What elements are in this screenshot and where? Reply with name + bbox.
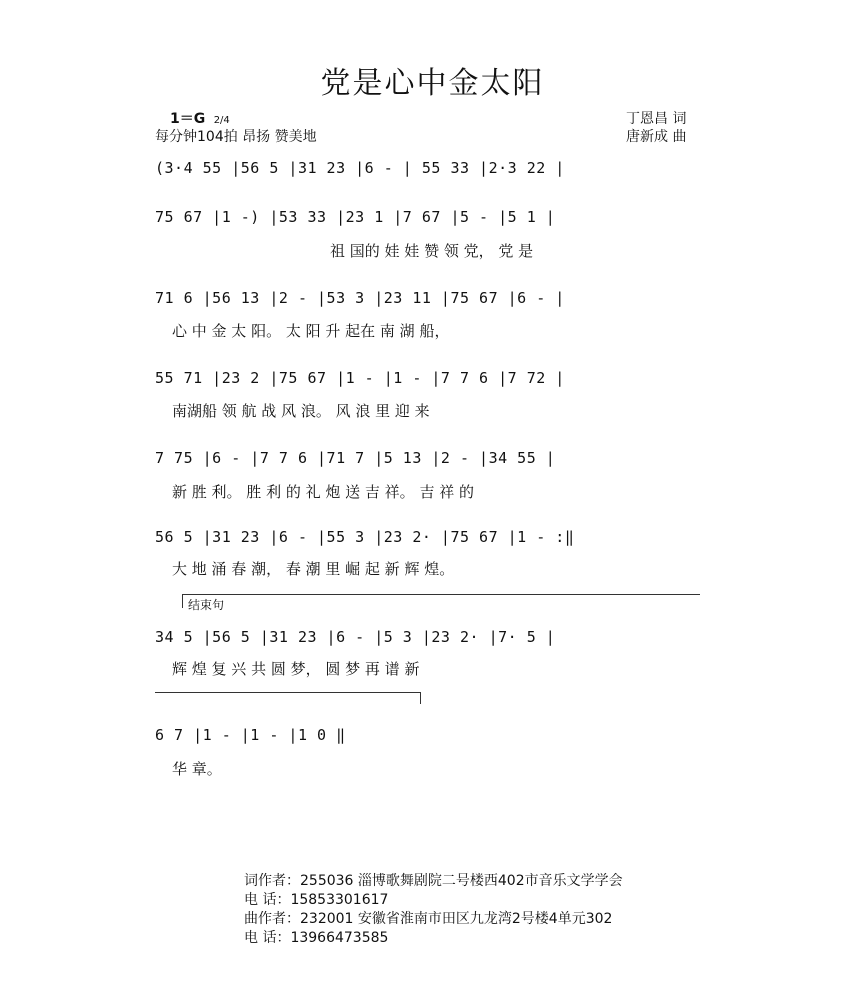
composer-phone: 电 话：13966473585 [244,930,389,946]
tempo-marking: 每分钟104拍 昂扬 赞美地 [155,129,317,145]
jianpu-notes: 7 75 |6 - |7 7 6 |71 7 |5 13 |2 - |34 55 | [155,449,556,467]
lyrics-line-2: 祖 国的 娃 娃 赞 领 党， 党 是 [330,242,534,260]
lyricist-address: 词作者：255036 淄博歌舞剧院二号楼西402市音乐文学学会 [244,873,623,889]
notation-line-5 [155,445,715,481]
lyrics-line-8: 华 章。 [172,760,222,778]
lyrics-line-7: 辉 煌 复 兴 共 圆 梦， 圆 梦 再 谱 新 [172,660,420,678]
time-signature: 2/4 [213,115,230,126]
lyricist-phone: 电 话：15853301617 [244,892,389,908]
composer-address: 曲作者：232001 安徽省淮南市田区九龙湾2号楼4单元302 [244,911,613,927]
ending-bracket-line [182,594,700,595]
lyrics-line-3: 心 中 金 太 阳。 太 阳 升 起在 南 湖 船， [172,322,450,340]
key-signature: 1＝G 2/4 [170,111,230,127]
tie-bracket-tick [420,692,421,704]
footer-contact [244,872,623,948]
notation-line-3 [155,285,715,321]
notation-line-2 [155,204,715,240]
composer-credit: 唐新成 曲 [626,129,687,145]
ending-label: 结束句 [188,598,225,612]
notation-line-8 [155,722,715,758]
ending-bracket-tick [182,594,183,608]
jianpu-notes: 6 7 |1 - |1 - |1 0 ‖ [155,726,346,744]
lyrics-line-5: 新 胜 利。 胜 利 的 礼 炮 送 吉 祥。 吉 祥 的 [172,483,474,501]
lyrics-line-4: 南湖船 领 航 战 风 浪。 风 浪 里 迎 来 [172,402,430,420]
notation-line-1 [155,155,715,191]
jianpu-notes: 56 5 |31 23 |6 - |55 3 |23 2· |75 67 |1 - :‖ [155,528,575,546]
notation-line-4 [155,365,715,401]
jianpu-notes: 55 71 |23 2 |75 67 |1 - |1 - |7 7 6 |7 72 | [155,369,565,387]
jianpu-notes: 75 67 |1 -) |53 33 |23 1 |7 67 |5 - |5 1 | [155,208,556,226]
jianpu-notes: 71 6 |56 13 |2 - |53 3 |23 11 |75 67 |6 - | [155,289,565,307]
lyricist-credit: 丁恩昌 词 [626,111,687,127]
tie-bracket-line [155,692,420,693]
jianpu-notes: 34 5 |56 5 |31 23 |6 - |5 3 |23 2· |7· 5 | [155,628,556,646]
notation-line-6 [155,524,715,560]
jianpu-notes: (3·4 55 |56 5 |31 23 |6 - | 55 33 |2·3 22 | [155,159,565,177]
song-title: 党是心中金太阳 [320,66,545,101]
notation-line-7 [155,624,715,660]
lyrics-line-6: 大 地 涌 春 潮， 春 潮 里 崛 起 新 辉 煌。 [172,560,455,578]
